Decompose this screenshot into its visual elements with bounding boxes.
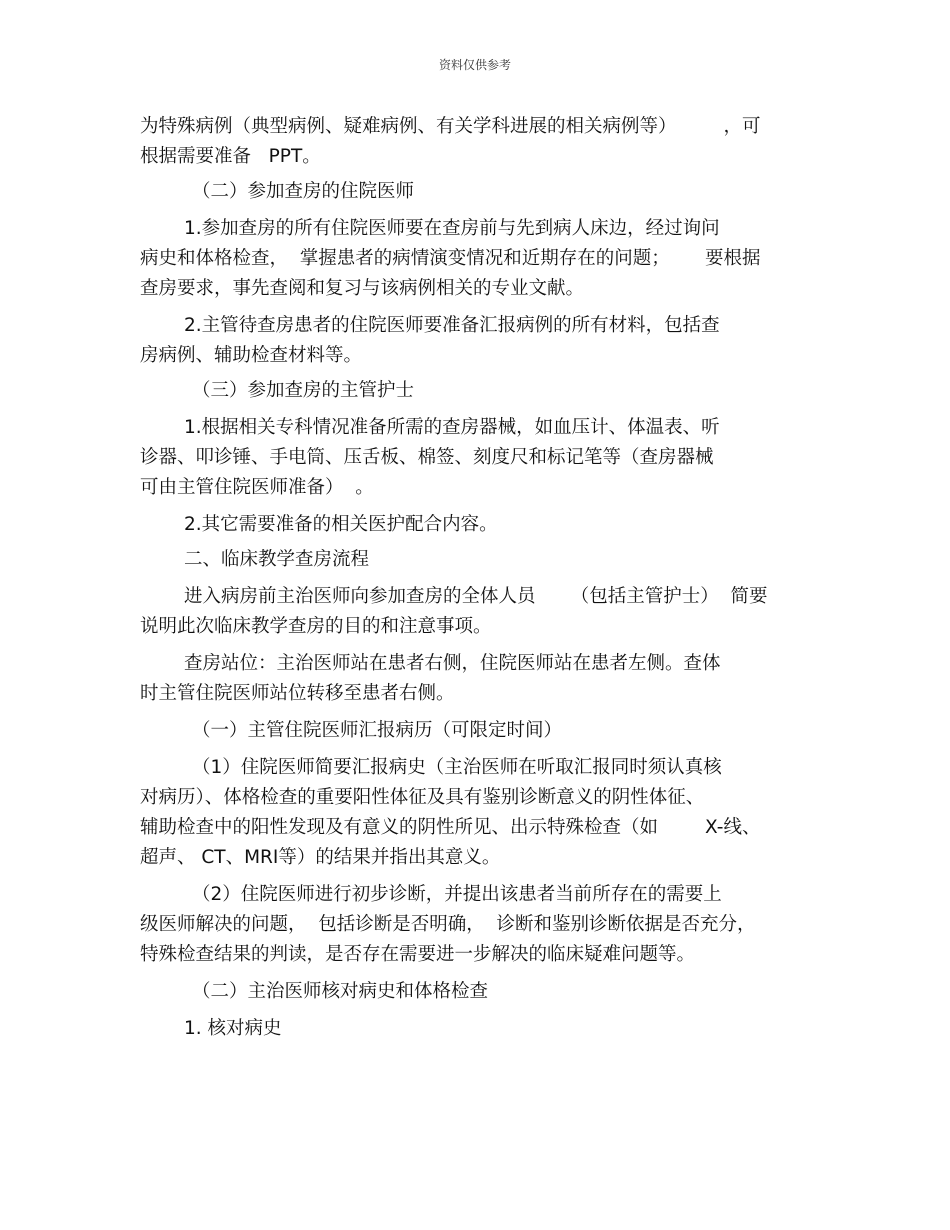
text-line: （二）主治医师核对病史和体格检查 bbox=[192, 981, 489, 1002]
text-line: 为特殊病例（典型病例、疑难病例、有关学科进展的相关病例等） ，可 bbox=[140, 116, 761, 137]
text-line: 对病历）、体格检查的重要阳性体征及具有鉴别诊断意义的阴性体征、 bbox=[140, 787, 705, 808]
paragraph-report-2 bbox=[140, 880, 830, 970]
text-line: （一）主管住院医师汇报病历（可限定时间） bbox=[192, 720, 563, 741]
text-line: （二）参加查房的住院医师 bbox=[192, 181, 415, 202]
paragraph-report-1 bbox=[140, 753, 830, 873]
text-line: （2）住院医师进行初步诊断，并提出该患者当前所存在的需要上 bbox=[192, 884, 722, 905]
text-line: 根据需要准备 PPT。 bbox=[140, 146, 321, 167]
text-line: 特殊检查结果的判读，是否存在需要进一步解决的临床疑难问题等。 bbox=[140, 944, 696, 965]
paragraph-residents-1 bbox=[140, 214, 830, 304]
page-header: 资料仅供参考 bbox=[438, 58, 511, 72]
text-line: 超声、 CT、MRI等）的结果并指出其意义。 bbox=[140, 847, 501, 868]
text-line: 房病例、辅助检查材料等。 bbox=[140, 345, 363, 366]
text-line: （1）住院医师简要汇报病史（主治医师在听取汇报同时须认真核 bbox=[192, 757, 722, 778]
paragraph-residents-2 bbox=[140, 311, 830, 371]
text-line: 2.其它需要准备的相关医护配合内容。 bbox=[184, 514, 498, 535]
text-line: 1.参加查房的所有住院医师要在查房前与先到病人床边，经过询问 bbox=[184, 218, 720, 239]
text-line: 时主管住院医师站位转移至患者右侧。 bbox=[140, 683, 455, 704]
text-line: 说明此次临床教学查房的目的和注意事项。 bbox=[140, 616, 492, 637]
paragraph-positions bbox=[140, 649, 830, 709]
text-line: 病史和体格检查， 掌握患者的病情演变情况和近期存在的问题； 要根据 bbox=[140, 248, 761, 269]
section-heading-report bbox=[140, 716, 830, 746]
text-line: 二、临床教学查房流程 bbox=[184, 549, 370, 570]
paragraph-special-cases bbox=[140, 112, 830, 172]
text-line: 辅助检查中的阳性发现及有意义的阴性所见、出示特殊检查（如 X-线、 bbox=[140, 817, 761, 838]
text-line: 进入病房前主治医师向参加查房的全体人员 （包括主管护士） 简要 bbox=[184, 586, 768, 607]
text-line: （三）参加查房的主管护士 bbox=[192, 380, 415, 401]
text-line: 查房站位：主治医师站在患者右侧，住院医师站在患者左侧。查体 bbox=[184, 653, 721, 674]
section-heading-verify bbox=[140, 977, 830, 1007]
paragraph-intro bbox=[140, 582, 830, 642]
text-line: 1.根据相关专科情况准备所需的查房器械，如血压计、体温表、听 bbox=[184, 417, 720, 438]
text-line: 2.主管待查房患者的住院医师要准备汇报病例的所有材料，包括查 bbox=[184, 315, 720, 336]
section-heading-residents bbox=[140, 177, 830, 207]
section-heading-workflow bbox=[140, 545, 830, 575]
paragraph-nurse-1 bbox=[140, 413, 830, 503]
text-line: 查房要求，事先查阅和复习与该病例相关的专业文献。 bbox=[140, 278, 585, 299]
text-line: 诊器、叩诊锤、手电筒、压舌板、棉签、刻度尺和标记笔等（查房器械 bbox=[140, 447, 714, 468]
section-heading-nurse bbox=[140, 376, 830, 406]
document-body bbox=[140, 112, 830, 1044]
text-line: 可由主管住院医师准备） 。 bbox=[140, 477, 374, 498]
text-line: 1. 核对病史 bbox=[184, 1018, 282, 1039]
text-line: 级医师解决的问题， 包括诊断是否明确， 诊断和鉴别诊断依据是否充分， bbox=[140, 914, 756, 935]
paragraph-verify-history bbox=[140, 1014, 830, 1044]
paragraph-nurse-2 bbox=[140, 510, 830, 540]
